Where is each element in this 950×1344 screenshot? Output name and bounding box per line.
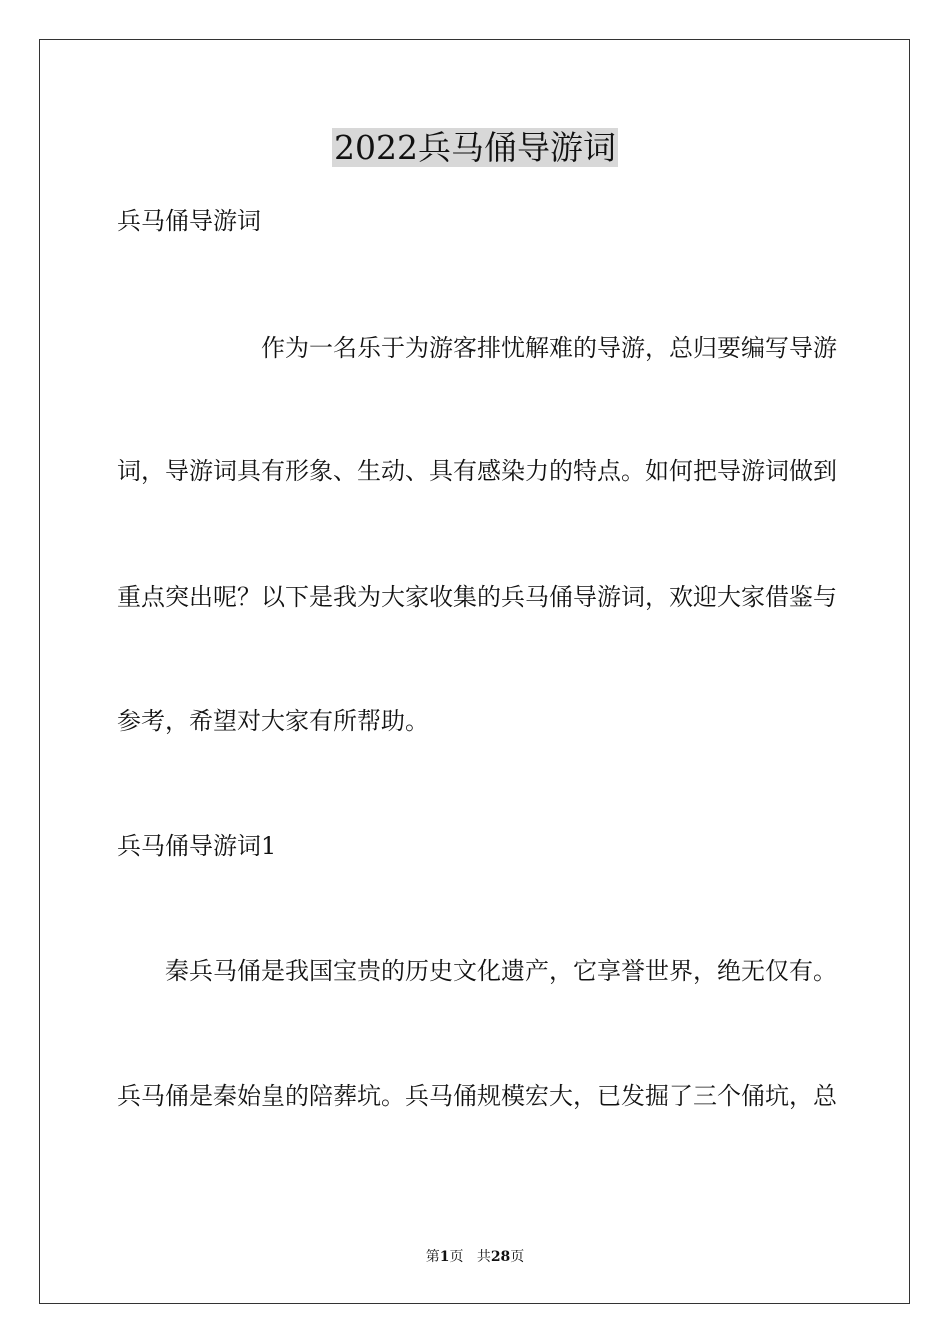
page-suffix: 页 <box>449 1249 464 1265</box>
subtitle-line: 兵马俑导游词 <box>117 207 261 235</box>
page-footer <box>0 1248 950 1266</box>
paragraph-line: 参考，希望对大家有所帮助。 <box>117 707 429 735</box>
page-number: 1 <box>439 1249 450 1265</box>
total-suffix: 页 <box>510 1249 525 1265</box>
paragraph-line: 秦兵马俑是我国宝贵的历史文化遗产，它享誉世界，绝无仅有。 <box>165 957 837 985</box>
document-title-text: 2022兵马俑导游词 <box>334 128 616 167</box>
total-pages: 28 <box>490 1249 511 1265</box>
document-title <box>0 128 950 168</box>
paragraph-line: 重点突出呢？以下是我为大家收集的兵马俑导游词，欢迎大家借鉴与 <box>117 583 837 611</box>
paragraph-line: 词，导游词具有形象、生动、具有感染力的特点。如何把导游词做到 <box>117 457 837 485</box>
paragraph-line: 兵马俑是秦始皇的陪葬坑。兵马俑规模宏大，已发掘了三个俑坑，总 <box>117 1082 837 1110</box>
section-heading: 兵马俑导游词1 <box>117 832 277 860</box>
page-prefix: 第 <box>425 1249 440 1265</box>
total-prefix: 共 <box>476 1249 491 1265</box>
paragraph-line: 作为一名乐于为游客排忧解难的导游，总归要编写导游 <box>261 334 837 362</box>
